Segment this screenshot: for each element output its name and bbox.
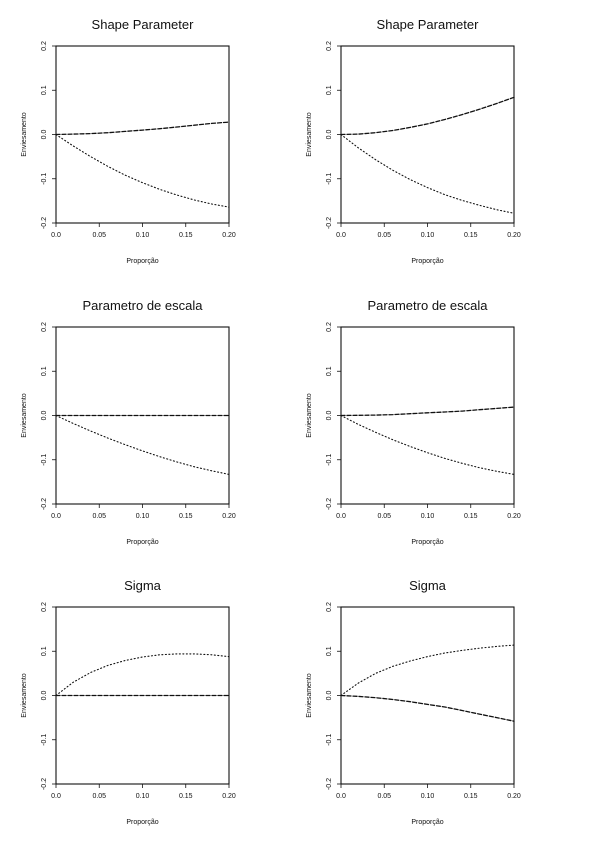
y-tick-label: 0.1	[41, 366, 48, 377]
x-tick-label: 0.10	[135, 513, 150, 520]
y-tick-label: 0.2	[41, 322, 48, 332]
y-tick-label: -0.1	[326, 733, 333, 746]
x-tick-label: 0.15	[463, 232, 478, 239]
x-tick-label: 0.10	[135, 793, 150, 800]
chart-title: Shape Parameter	[376, 17, 479, 32]
y-axis-label: Enviesamento	[21, 112, 28, 157]
y-tick-label: -0.2	[41, 216, 48, 230]
y-tick-label: 0.2	[41, 602, 48, 612]
x-tick-label: 0.15	[463, 513, 478, 520]
x-axis-label: Proporção	[411, 539, 444, 546]
x-tick-label: 0.10	[420, 232, 435, 239]
series-line-dotted	[56, 135, 229, 208]
series-line-dotted	[341, 416, 514, 475]
y-tick-label: 0.1	[41, 85, 48, 96]
x-tick-label: 0.05	[92, 513, 107, 520]
x-tick-label: 0.05	[92, 232, 107, 239]
chart-panel-5	[21, 578, 236, 826]
x-tick-label: 0.15	[178, 232, 193, 239]
chart-title: Sigma	[409, 578, 446, 593]
x-axis-label: Proporção	[411, 819, 444, 826]
chart-title: Parametro de escala	[367, 298, 488, 313]
y-tick-label: 0.1	[41, 646, 48, 657]
y-tick-label: -0.2	[326, 497, 333, 511]
y-tick-label: 0.0	[41, 410, 48, 421]
series-line-dotted	[56, 416, 229, 475]
y-tick-label: 0.0	[41, 129, 48, 140]
x-tick-label: 0.15	[463, 793, 478, 800]
x-tick-label: 0.0	[51, 513, 61, 520]
x-tick-label: 0.05	[377, 793, 392, 800]
x-tick-label: 0.20	[507, 513, 521, 520]
x-tick-label: 0.0	[336, 793, 346, 800]
y-tick-label: -0.1	[41, 733, 48, 746]
chart-panel-3	[21, 298, 236, 546]
x-tick-label: 0.20	[507, 232, 521, 239]
plot-frame	[341, 46, 514, 223]
y-tick-label: 0.2	[326, 41, 333, 51]
y-tick-label: -0.2	[41, 497, 48, 511]
series-line-dotted	[341, 135, 514, 214]
y-tick-label: 0.1	[326, 646, 333, 657]
chart-title: Sigma	[124, 578, 161, 593]
x-tick-label: 0.10	[135, 232, 150, 239]
y-tick-label: 0.2	[41, 41, 48, 51]
y-tick-label: 0.0	[326, 129, 333, 140]
x-tick-label: 0.0	[51, 793, 61, 800]
chart-panel-6	[306, 578, 521, 826]
chart-title: Parametro de escala	[82, 298, 203, 313]
series-line-dashed	[341, 696, 514, 722]
chart-title: Shape Parameter	[91, 17, 194, 32]
y-tick-label: 0.2	[326, 322, 333, 332]
series-line-dashed	[341, 97, 514, 134]
x-tick-label: 0.15	[178, 513, 193, 520]
x-tick-label: 0.0	[336, 513, 346, 520]
y-tick-label: 0.0	[326, 410, 333, 421]
x-tick-label: 0.10	[420, 513, 435, 520]
chart-panel-1	[21, 17, 236, 265]
x-tick-label: 0.05	[377, 232, 392, 239]
y-tick-label: -0.1	[41, 172, 48, 185]
y-axis-label: Enviesamento	[306, 393, 313, 438]
series-line-dotted	[341, 645, 514, 695]
y-tick-label: 0.1	[326, 85, 333, 96]
x-tick-label: 0.15	[178, 793, 193, 800]
chart-panel-2	[306, 17, 521, 265]
x-tick-label: 0.20	[222, 793, 236, 800]
x-tick-label: 0.0	[51, 232, 61, 239]
y-tick-label: -0.2	[326, 777, 333, 791]
x-tick-label: 0.0	[336, 232, 346, 239]
y-axis-label: Enviesamento	[306, 673, 313, 718]
y-tick-label: -0.2	[41, 777, 48, 791]
chart-panel-4	[306, 298, 521, 546]
y-tick-label: 0.0	[326, 690, 333, 701]
x-tick-label: 0.05	[377, 513, 392, 520]
y-tick-label: 0.1	[326, 366, 333, 377]
x-tick-label: 0.20	[222, 232, 236, 239]
x-tick-label: 0.20	[507, 793, 521, 800]
x-tick-label: 0.05	[92, 793, 107, 800]
x-axis-label: Proporção	[126, 539, 159, 546]
x-axis-label: Proporção	[411, 258, 444, 265]
y-tick-label: -0.2	[326, 216, 333, 230]
series-line-dashed	[341, 407, 514, 415]
x-axis-label: Proporção	[126, 819, 159, 826]
y-axis-label: Enviesamento	[21, 673, 28, 718]
x-axis-label: Proporção	[126, 258, 159, 265]
y-axis-label: Enviesamento	[306, 112, 313, 157]
x-tick-label: 0.10	[420, 793, 435, 800]
x-tick-label: 0.20	[222, 513, 236, 520]
y-tick-label: -0.1	[326, 453, 333, 466]
series-line-dotted	[56, 654, 229, 696]
y-tick-label: -0.1	[41, 453, 48, 466]
y-tick-label: 0.2	[326, 602, 333, 612]
y-tick-label: 0.0	[41, 690, 48, 701]
plot-frame	[341, 607, 514, 784]
y-tick-label: -0.1	[326, 172, 333, 185]
series-line-dashed	[56, 122, 229, 134]
y-axis-label: Enviesamento	[21, 393, 28, 438]
